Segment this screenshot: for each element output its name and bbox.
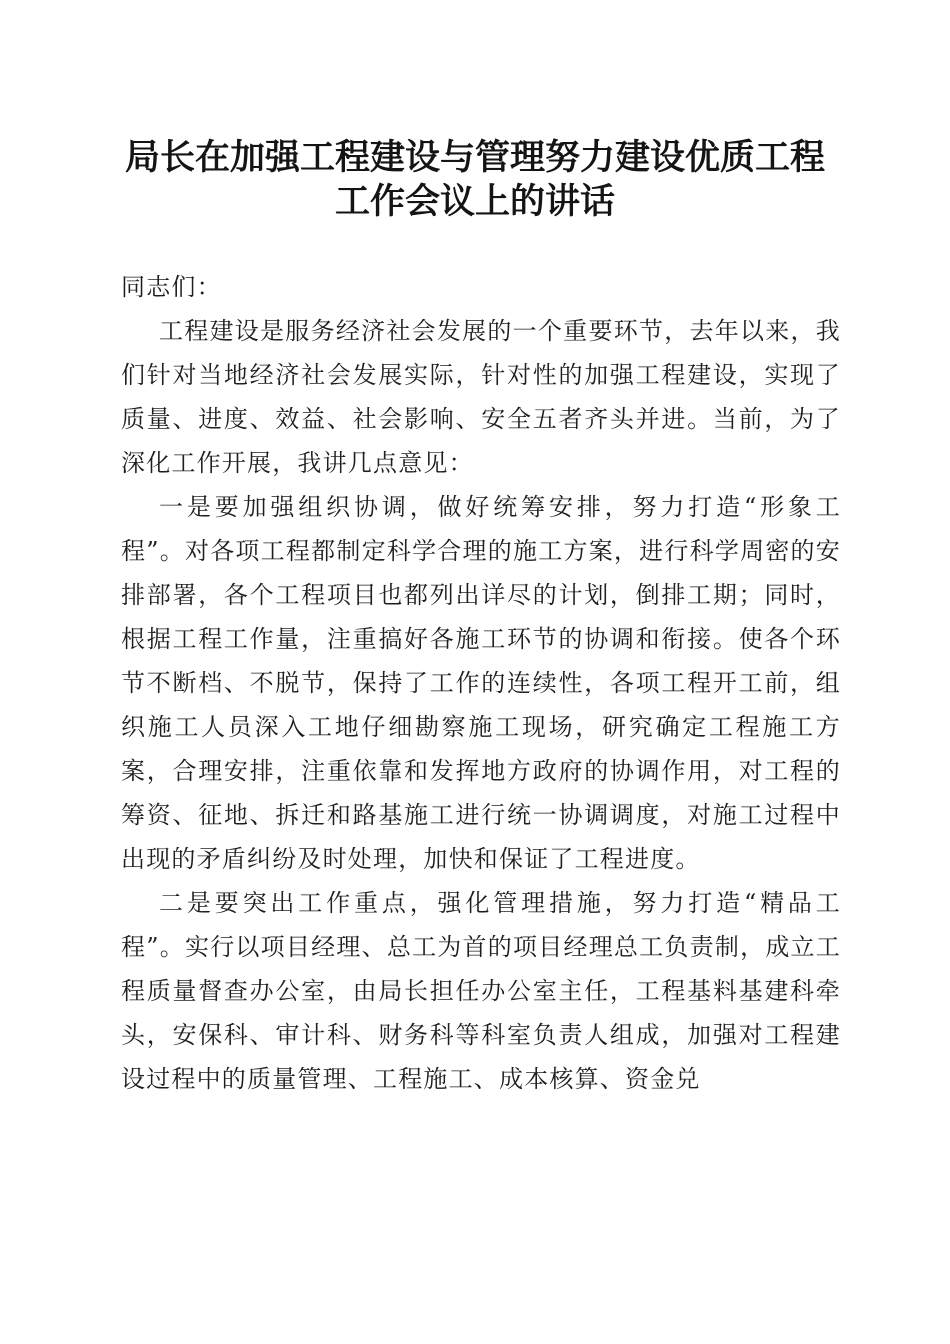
document-title	[100, 136, 850, 224]
paragraph-point-two: 二是要突出工作重点，强化管理措施，努力打造“精品工程”。实行以项目经理、总工为首的项目经理总工负责制，成立工程质量督查办公室，由局长担任办公室主任，工程基料基建科牵头，安保科、审计科、财务科等科室负责人组成，加强对工程建设过程中的质量管理、工程施工、成本核算、资金兑	[121, 889, 841, 1093]
document-body	[121, 265, 841, 1101]
greeting: 同志们：	[121, 273, 222, 301]
title-line-1: 局长在加强工程建设与管理努力建设优质工程	[124, 137, 825, 178]
paragraph-point-one: 一是要加强组织协调，做好统筹安排，努力打造“形象工程”。对各项工程都制定科学合理的施工方案，进行科学周密的安排部署，各个工程项目也都列出详尽的计划，倒排工期；同时，根据工程工作量，注重搞好各施工环节的协调和衔接。使各个环节不断档、不脱节，保持了工作的连续性，各项工程开工前，组织施工人员深入工地仔细勘察施工现场，研究确定工程施工方案，合理安排，注重依靠和发挥地方政府的协调作用，对工程的筹资、征地、拆迁和路基施工进行统一协调调度，对施工过程中出现的矛盾纠纷及时处理，加快和保证了工程进度。	[121, 493, 841, 873]
title-line-2: 工作会议上的讲话	[334, 181, 615, 222]
paragraph-intro: 工程建设是服务经济社会发展的一个重要环节，去年以来，我们针对当地经济社会发展实际，针对性的加强工程建设，实现了质量、进度、效益、社会影响、安全五者齐头并进。当前，为了深化工作开展，我讲几点意见：	[121, 317, 841, 477]
